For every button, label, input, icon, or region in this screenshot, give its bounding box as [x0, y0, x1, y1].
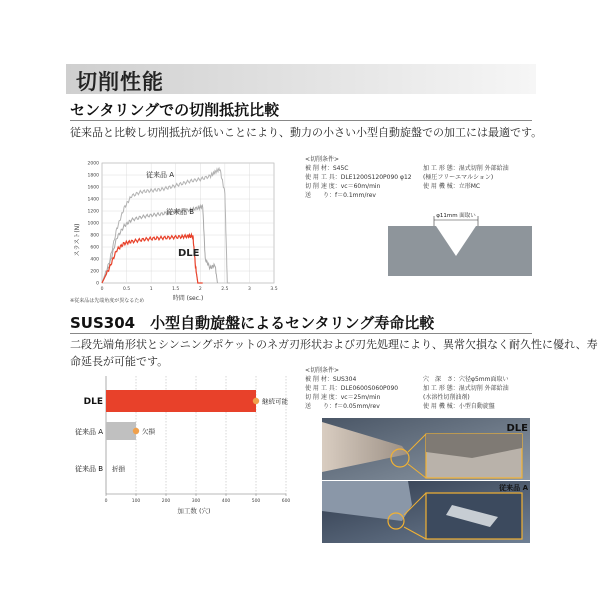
bar-chart-x-tick: 200: [161, 499, 171, 504]
chamfer-diagram: [388, 210, 532, 276]
bar-chart-x-tick: 300: [191, 499, 201, 504]
bar-chart-bars: [75, 390, 289, 473]
bar-chart-x-tick: 500: [251, 499, 261, 504]
line-chart-x-tick: 2.5: [221, 287, 229, 292]
line-chart-x-label: 時間 (sec.): [172, 295, 204, 302]
bar-0: [106, 390, 256, 412]
series-label-dle: DLE: [178, 248, 200, 259]
centering-heading-rule: [70, 120, 532, 121]
centering-description: 従来品と比較し切削抵抗が低いことにより、動力の小さい小型自動旋盤での加工には最適です。: [70, 126, 543, 139]
bar-chart-x-tick: 600: [281, 499, 291, 504]
cond-cell: (極圧フリーエマルション): [423, 174, 494, 181]
line-chart-y-tick: 400: [90, 257, 99, 263]
conditions-header: <切削条件>: [305, 367, 340, 374]
line-chart-y-tick: 1400: [87, 197, 99, 203]
series-label-conventional-a: 従来品 A: [146, 171, 175, 179]
bar-chart-x-tick: 100: [131, 499, 141, 504]
sus304-heading: SUS304 小型自動旋盤によるセンタリング寿命比較: [70, 314, 435, 332]
line-chart-x-ticks: [101, 286, 278, 292]
bar-1: [106, 422, 136, 440]
cond-cell: 使 用 工 具：DLE1200S120P090 φ12: [305, 174, 412, 181]
line-chart-y-tick: 0: [96, 281, 99, 287]
bar-annotation: 欠損: [142, 427, 155, 436]
line-chart-y-tick: 200: [90, 269, 99, 275]
cond-cell: 加 工 形 態：湿式切削 外部給油: [423, 385, 509, 392]
bar-annotation: 継続可能: [262, 397, 288, 406]
centering-chart-note: ※従来品は先端角度が異なるため: [70, 298, 145, 304]
cond-cell: 送 り：f＝0.1mm/rev: [305, 192, 376, 199]
line-chart-y-tick: 1800: [87, 173, 99, 179]
section-title: 切削性能: [76, 70, 164, 94]
line-chart-x-tick: 3.5: [270, 287, 278, 292]
series-label-conventional-b: 従来品 B: [166, 208, 195, 216]
photo-label-conventional-a: 従来品 A: [499, 484, 528, 492]
bar-category-label: 従来品 B: [74, 465, 103, 473]
line-chart-y-tick: 1000: [87, 221, 99, 227]
sus304-conditions: [305, 366, 509, 411]
bar-chart-x-label: 加工数 (穴): [177, 507, 211, 515]
cond-cell: 加 工 形 態：湿式切削 外部給油: [423, 165, 509, 172]
cond-cell: 穴 深 さ：穴径φ5mm面取い: [423, 376, 509, 383]
line-chart-y-tick: 1200: [87, 209, 99, 215]
bar-chart-x-tick: 0: [104, 499, 108, 504]
conditions-header: <切削条件>: [305, 156, 340, 163]
centering-heading: センタリングでの切削抵抗比較: [70, 101, 280, 119]
tool-life-bar-chart: [66, 372, 306, 518]
thrust-line-chart: [66, 155, 288, 305]
dimension-label: φ11mm 面取い: [436, 213, 476, 219]
dle-wear-photo: [322, 418, 530, 480]
cond-cell: 使 用 機 械：小型自動旋盤: [423, 403, 495, 410]
sus304-description-line1: 二段先端角形状とシンニングポケットのネガ刃形状および刃先処理により、異常欠損なく耐久性に優れ、寿: [70, 338, 598, 351]
cond-cell: 切 削 速 度：vc＝25m/min: [305, 394, 381, 401]
bar-category-label: 従来品 A: [74, 428, 103, 436]
workpiece-shape: [388, 226, 532, 276]
cond-cell: 被 削 材：SUS304: [305, 376, 357, 383]
sus304-heading-rule: [70, 333, 532, 334]
line-chart-y-label: スラスト(N): [74, 223, 81, 257]
bar-annotation: 折損: [112, 465, 125, 473]
cond-cell: 送 り：f＝0.05mm/rev: [305, 403, 380, 410]
line-chart-y-ticks: [88, 161, 100, 287]
line-chart-x-tick: 1.5: [172, 287, 180, 292]
cond-cell: 切 削 速 度：vc＝60m/min: [305, 183, 381, 190]
line-chart-x-tick: 1: [149, 287, 153, 292]
bar-chart-x-tick: 400: [221, 499, 231, 504]
bar-category-label: DLE: [83, 397, 103, 407]
bar-end-marker: [253, 398, 259, 404]
photo-label-dle: DLE: [506, 423, 528, 434]
line-chart-x-tick: 0.5: [122, 287, 131, 292]
line-chart-y-tick: 600: [90, 245, 99, 251]
line-chart-y-tick: 1600: [87, 185, 99, 191]
line-chart-x-tick: 0: [100, 287, 104, 292]
line-chart-x-tick: 3: [247, 287, 251, 292]
sus304-description-line2: 命延長が可能です。: [70, 355, 169, 368]
line-chart-y-tick: 800: [90, 233, 99, 239]
sus304-description: [70, 336, 598, 370]
line-chart-x-tick: 2: [198, 287, 202, 292]
cond-cell: (水溶性切削油剤): [423, 394, 470, 401]
bar-end-marker: [133, 428, 139, 434]
cond-cell: 使 用 工 具：DLE0600S060P090: [305, 385, 399, 392]
line-chart-y-tick: 2000: [87, 161, 99, 167]
centering-conditions: [305, 155, 509, 200]
cond-cell: 被 削 材：S45C: [305, 165, 349, 172]
cond-cell: 使 用 機 械：立形MC: [423, 183, 481, 190]
conventional-a-wear-photo: [322, 481, 530, 543]
